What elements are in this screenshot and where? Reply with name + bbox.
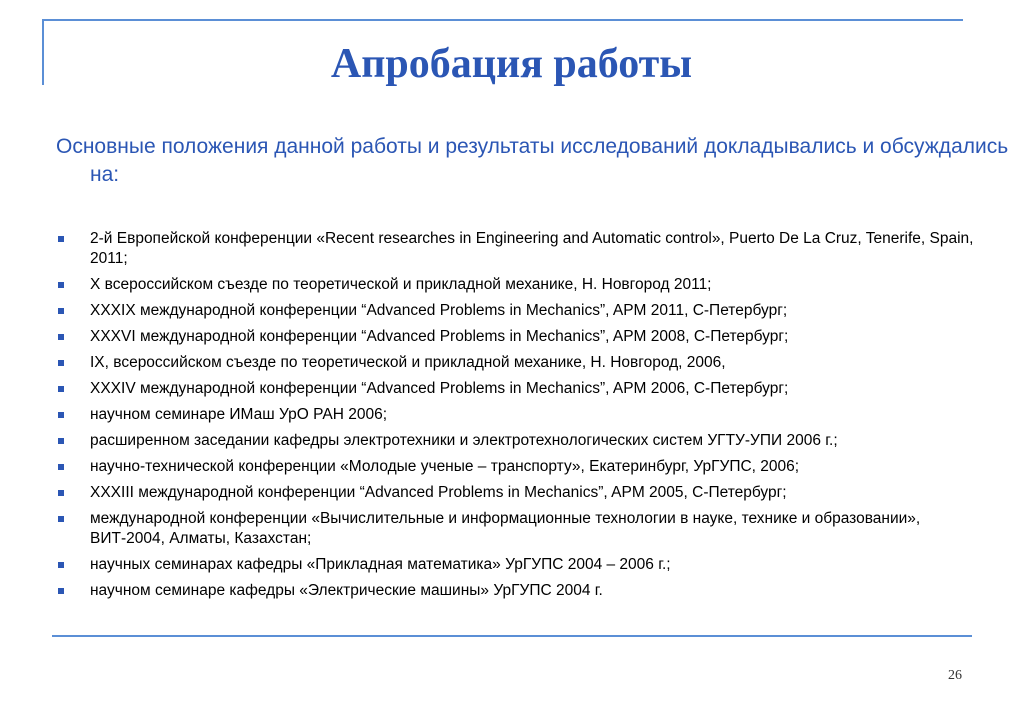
square-bullet-icon <box>58 516 64 522</box>
list-item-text: научных семинарах кафедры «Прикладная математика» УрГУПС 2004 – 2006 г.; <box>90 556 671 573</box>
square-bullet-icon <box>58 282 64 288</box>
list-item-text: международной конференции «Вычислительные и информационные технологии в науке, технике и образовании», ВИТ-2004, Алматы, Казахстан; <box>90 510 921 547</box>
list-item-text: IX, всероссийском съезде по теоретической и прикладной механике, Н. Новгород, 2006, <box>90 354 726 371</box>
list-item <box>56 405 986 425</box>
square-bullet-icon <box>58 308 64 314</box>
list-item <box>56 275 986 295</box>
list-item <box>56 301 986 321</box>
conference-list <box>56 229 986 607</box>
square-bullet-icon <box>58 412 64 418</box>
list-item-text: научно-технической конференции «Молодые ученые – транспорту», Екатеринбург, УрГУПС, 2006; <box>90 458 800 475</box>
intro-text: Основные положения данной работы и результаты исследований докладывались и обсуждались на: <box>56 135 1009 186</box>
list-item <box>56 509 986 549</box>
list-item-text: XXXIV международной конференции “Advanced Problems in Mechanics”, APM 2006, С-Петербург; <box>90 380 789 397</box>
square-bullet-icon <box>58 386 64 392</box>
list-item <box>56 581 986 601</box>
list-item <box>56 353 986 373</box>
list-item-text: XXXVI международной конференции “Advanced Problems in Mechanics”, APM 2008, С-Петербург; <box>90 328 789 345</box>
list-item <box>56 555 986 575</box>
square-bullet-icon <box>58 588 64 594</box>
list-item <box>56 483 986 503</box>
list-item <box>56 229 986 269</box>
frame-top-line <box>42 19 963 21</box>
list-item <box>56 327 986 347</box>
page-number: 26 <box>948 668 962 683</box>
list-item-text: научном семинаре ИМаш УрО РАН 2006; <box>90 406 388 423</box>
list-item <box>56 431 986 451</box>
square-bullet-icon <box>58 490 64 496</box>
list-item-text: XXXIII международной конференции “Advanced Problems in Mechanics”, APM 2005, С-Петербург; <box>90 484 787 501</box>
square-bullet-icon <box>58 438 64 444</box>
list-item-text: научном семинаре кафедры «Электрические машины» УрГУПС 2004 г. <box>90 582 603 599</box>
list-item-text: XXXIX международной конференции “Advanced Problems in Mechanics”, APM 2011, С-Петербург; <box>90 302 788 319</box>
list-item <box>56 457 986 477</box>
list-item-text: X всероссийском съезде по теоретической и прикладной механике, Н. Новгород 2011; <box>90 276 712 293</box>
footer-divider <box>52 635 972 637</box>
square-bullet-icon <box>58 562 64 568</box>
list-item-text: 2-й Европейской конференции «Recent researches in Engineering and Automatic control», Puerto De La Cruz, Tenerife, Spain, 2011; <box>90 230 974 267</box>
square-bullet-icon <box>58 360 64 366</box>
square-bullet-icon <box>58 464 64 470</box>
list-item <box>56 379 986 399</box>
square-bullet-icon <box>58 236 64 242</box>
slide-title: Апробация работы <box>330 41 693 87</box>
list-item-text: расширенном заседании кафедры электротехники и электротехнологических систем УГТУ-УПИ 2006 г.; <box>90 432 838 449</box>
square-bullet-icon <box>58 334 64 340</box>
